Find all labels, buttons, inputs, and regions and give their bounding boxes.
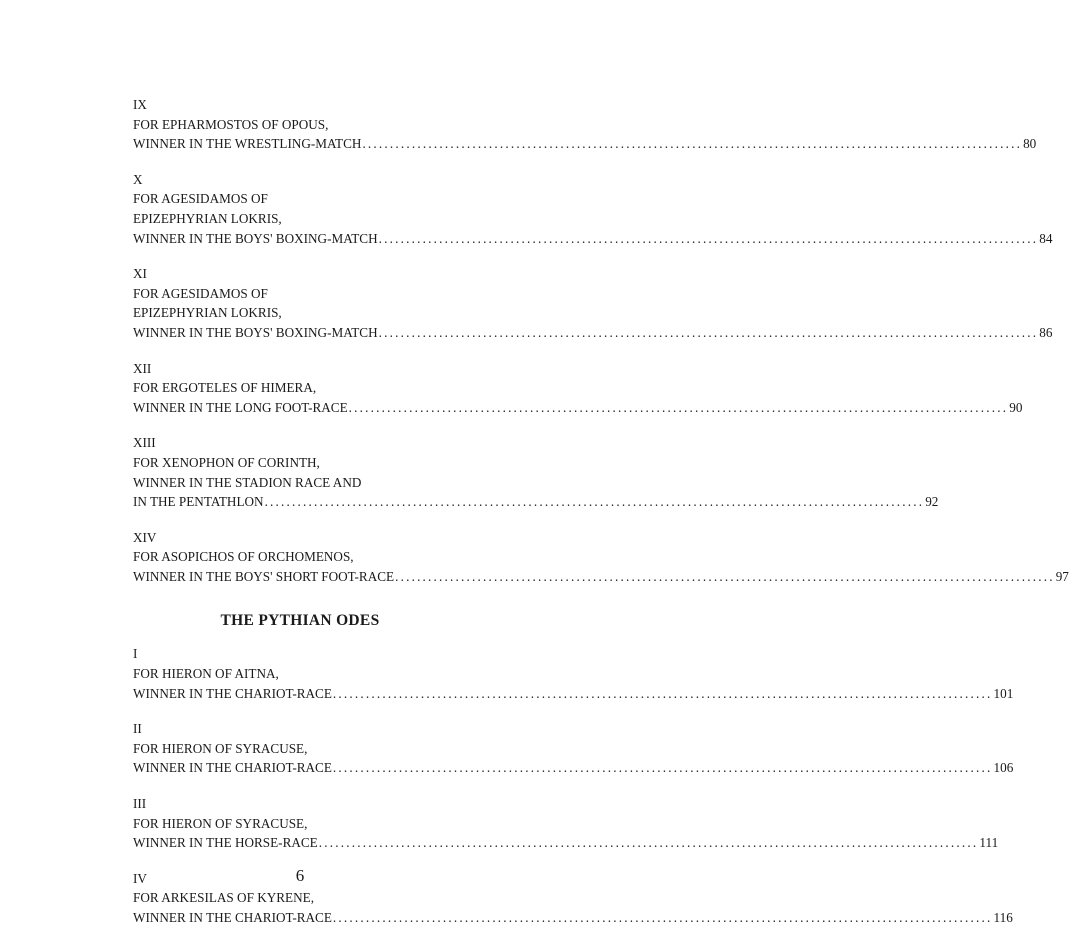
ode-title-final-line bbox=[133, 398, 1023, 418]
toc-entry bbox=[133, 528, 1069, 587]
page-number: 6 bbox=[295, 866, 305, 885]
ode-page-number: 84 bbox=[1039, 230, 1053, 246]
ode-page-number: 97 bbox=[1055, 568, 1069, 584]
ode-numeral: XIV bbox=[133, 529, 157, 545]
dot-leader: ........................................................................................................................ bbox=[395, 568, 1055, 584]
ode-page-number: 101 bbox=[993, 685, 1014, 701]
ode-event: WINNER IN THE CHARIOT-RACE bbox=[133, 685, 332, 701]
ode-event: WINNER IN THE BOYS' BOXING-MATCH bbox=[133, 230, 378, 246]
ode-title-line: FOR EPHARMOSTOS OF OPOUS, bbox=[133, 116, 329, 132]
ode-title-line: FOR ARKESILAS OF KYRENE, bbox=[133, 890, 314, 906]
ode-event: WINNER IN THE CHARIOT-RACE bbox=[133, 760, 332, 776]
dot-leader: ........................................................................................................................ bbox=[378, 230, 1039, 246]
ode-event: WINNER IN THE WRESTLING-MATCH bbox=[133, 136, 362, 152]
ode-title-final-line bbox=[133, 567, 1069, 587]
ode-title-final-line bbox=[133, 833, 999, 853]
ode-numeral: IV bbox=[133, 870, 147, 886]
table-of-contents bbox=[133, 95, 1069, 944]
ode-numeral: II bbox=[133, 721, 142, 737]
ode-title-line: FOR AGESIDAMOS OF bbox=[133, 191, 268, 207]
toc-entry bbox=[133, 359, 1023, 418]
ode-numeral: XI bbox=[133, 266, 147, 282]
olympian-odes-list bbox=[133, 95, 1069, 586]
ode-title-final-line bbox=[133, 492, 939, 512]
ode-event: IN THE PENTATHLON bbox=[133, 494, 264, 510]
ode-page-number: 111 bbox=[979, 835, 999, 851]
dot-leader: ........................................................................................................................ bbox=[332, 910, 993, 925]
ode-numeral: III bbox=[133, 796, 147, 812]
section-heading-pythian: THE PYTHIAN ODES bbox=[220, 612, 380, 630]
ode-page-number: 86 bbox=[1039, 324, 1053, 340]
ode-numeral: XII bbox=[133, 360, 152, 376]
ode-title-line: FOR HIERON OF SYRACUSE, bbox=[133, 740, 308, 756]
ode-title-final-line bbox=[133, 134, 1037, 154]
ode-numeral: X bbox=[133, 171, 143, 187]
toc-entry bbox=[133, 95, 1037, 154]
ode-page-number: 90 bbox=[1009, 399, 1023, 415]
ode-title-final-line bbox=[133, 758, 1014, 778]
dot-leader: ........................................................................................................................ bbox=[332, 685, 993, 701]
ode-numeral: IX bbox=[133, 97, 147, 112]
toc-entry bbox=[133, 794, 999, 853]
ode-event: WINNER IN THE HORSE-RACE bbox=[133, 835, 318, 851]
dot-leader: ........................................................................................................................ bbox=[332, 760, 993, 776]
ode-event: WINNER IN THE BOYS' SHORT FOOT-RACE bbox=[133, 568, 395, 584]
dot-leader: ........................................................................................................................ bbox=[348, 399, 1009, 415]
dot-leader: ........................................................................................................................ bbox=[318, 835, 979, 851]
dot-leader: ........................................................................................................................ bbox=[362, 136, 1023, 152]
toc-entry bbox=[133, 170, 1053, 248]
ode-title-line: FOR ERGOTELES OF HIMERA, bbox=[133, 380, 317, 396]
ode-title-line: FOR ASOPICHOS OF ORCHOMENOS, bbox=[133, 549, 354, 565]
toc-entry bbox=[133, 264, 1053, 342]
dot-leader: ........................................................................................................................ bbox=[264, 494, 925, 510]
ode-numeral: XIII bbox=[133, 435, 156, 451]
ode-title-final-line bbox=[133, 229, 1053, 249]
toc-entry bbox=[133, 644, 1014, 703]
ode-title-line: FOR HIERON OF AITNA, bbox=[133, 666, 279, 682]
ode-title-line: EPIZEPHYRIAN LOKRIS, bbox=[133, 210, 282, 226]
ode-title-line: FOR HIERON OF SYRACUSE, bbox=[133, 815, 308, 831]
ode-title-line: FOR AGESIDAMOS OF bbox=[133, 285, 268, 301]
ode-title-final-line bbox=[133, 323, 1053, 343]
toc-entry bbox=[133, 719, 1014, 778]
toc-entry bbox=[133, 433, 939, 511]
dot-leader: ........................................................................................................................ bbox=[378, 324, 1039, 340]
ode-event: WINNER IN THE BOYS' BOXING-MATCH bbox=[133, 324, 378, 340]
ode-page-number: 92 bbox=[925, 494, 939, 510]
ode-numeral: I bbox=[133, 646, 138, 662]
ode-title-final-line bbox=[133, 908, 1013, 928]
ode-title-line: WINNER IN THE STADION RACE AND bbox=[133, 474, 362, 490]
ode-title-line: EPIZEPHYRIAN LOKRIS, bbox=[133, 305, 282, 321]
ode-page-number: 116 bbox=[993, 910, 1013, 925]
ode-title-final-line bbox=[133, 684, 1014, 704]
ode-title-line: FOR XENOPHON OF CORINTH, bbox=[133, 454, 320, 470]
ode-page-number: 80 bbox=[1023, 136, 1037, 152]
ode-page-number: 106 bbox=[993, 760, 1014, 776]
ode-event: WINNER IN THE CHARIOT-RACE bbox=[133, 910, 332, 925]
ode-event: WINNER IN THE LONG FOOT-RACE bbox=[133, 399, 348, 415]
